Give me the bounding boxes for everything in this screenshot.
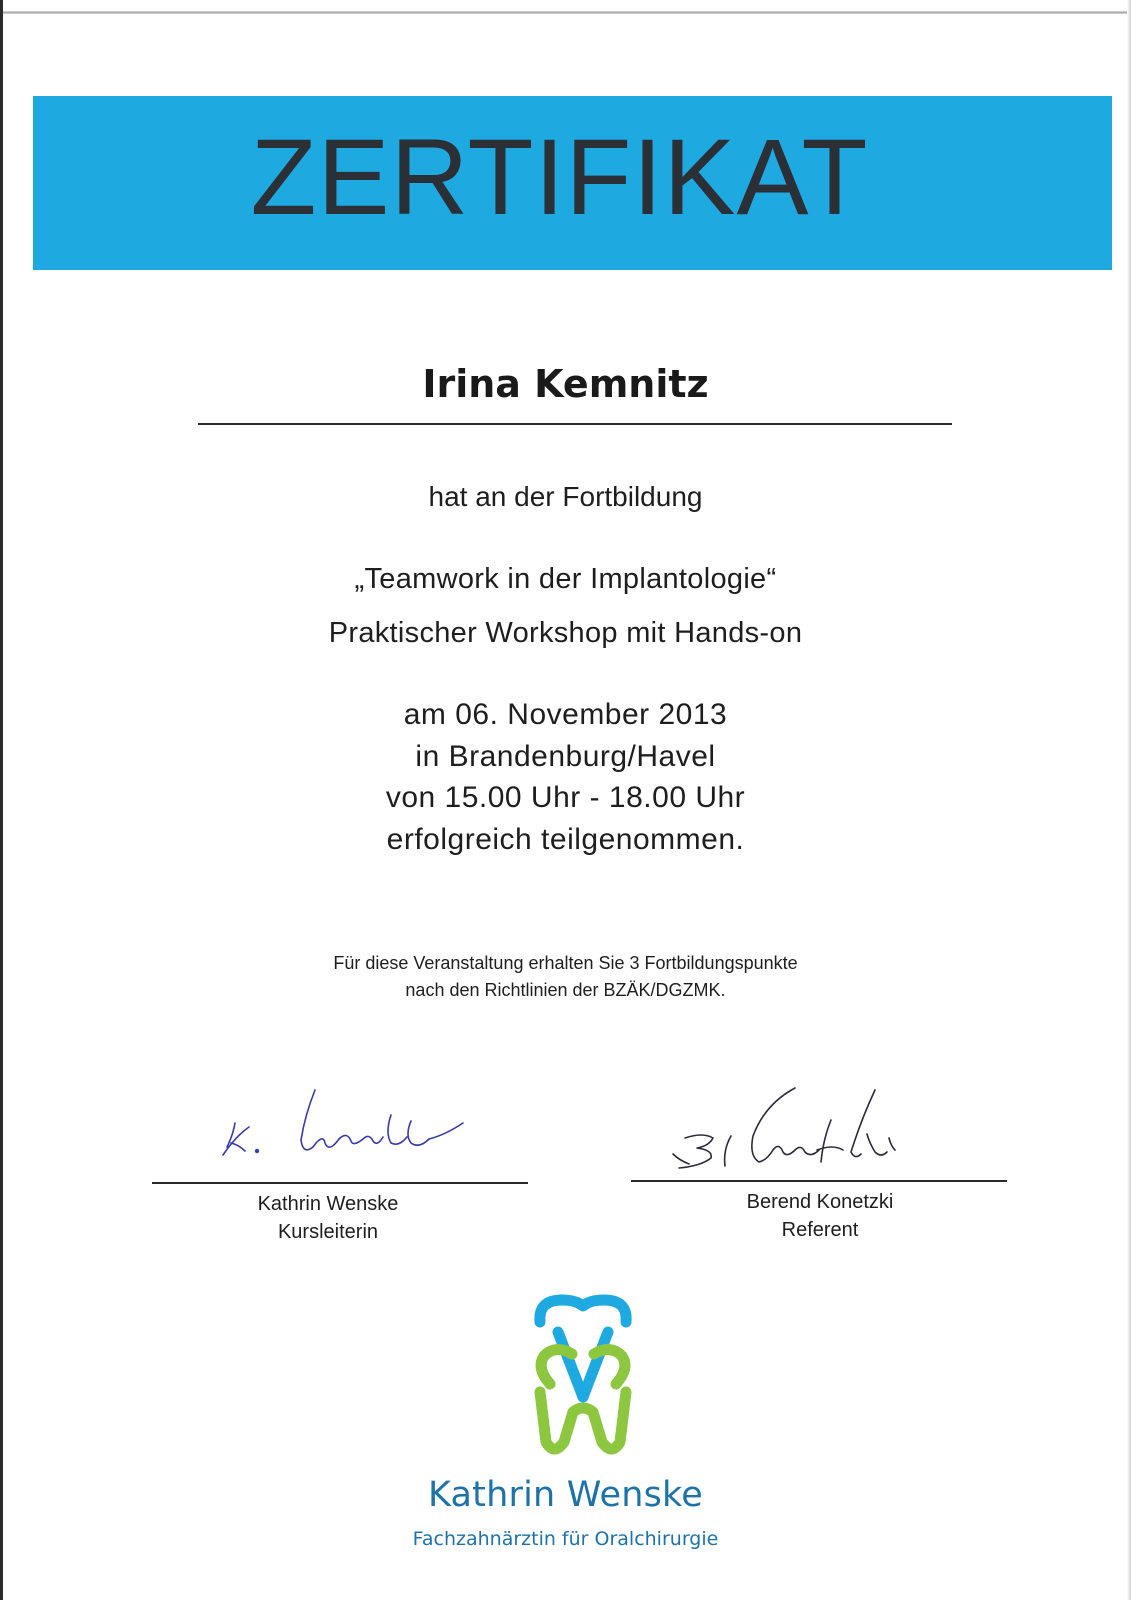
course-date: am 06. November 2013: [403, 698, 728, 731]
tooth-logo-icon: [528, 1292, 638, 1467]
signatory-right: [632, 1188, 1008, 1244]
intro-text: hat an der Fortbildung: [428, 481, 703, 512]
signatory-left: [140, 1190, 516, 1246]
scan-top-edge: [0, 0, 1131, 14]
course-title: „Teamwork in der Implantologie“: [354, 563, 777, 595]
credit-points-note: Für diese Veranstaltung erhalten Sie 3 Fortbildungspunkte: [333, 953, 798, 973]
signature-kathrin-wenske: [215, 1085, 475, 1175]
recipient-underline: [198, 423, 952, 425]
credit-points-guideline: nach den Richtlinien der BZÄK/DGZMK.: [405, 980, 726, 1000]
course-place: in Brandenburg/Havel: [415, 740, 716, 773]
signature-line-right: [631, 1180, 1007, 1182]
signatory-name: Berend Konetzki: [746, 1191, 894, 1213]
brand-subtitle: Fachzahnärztin für Oralchirurgie: [412, 1528, 719, 1550]
signature-berend-konetzki: [655, 1080, 915, 1180]
course-subtitle: Praktischer Workshop mit Hands-on: [328, 617, 803, 649]
recipient-name: Irina Kemnitz: [422, 362, 709, 406]
completion-text: erfolgreich teilgenommen.: [386, 823, 745, 856]
signatory-role: Referent: [781, 1219, 859, 1241]
brand-name: Kathrin Wenske: [428, 1475, 703, 1515]
signatory-name: Kathrin Wenske: [257, 1193, 399, 1215]
course-time: von 15.00 Uhr - 18.00 Uhr: [385, 781, 746, 814]
certificate-title: ZERTIFIKAT: [250, 116, 869, 237]
signature-line-left: [152, 1182, 528, 1184]
signatory-role: Kursleiterin: [277, 1221, 379, 1243]
